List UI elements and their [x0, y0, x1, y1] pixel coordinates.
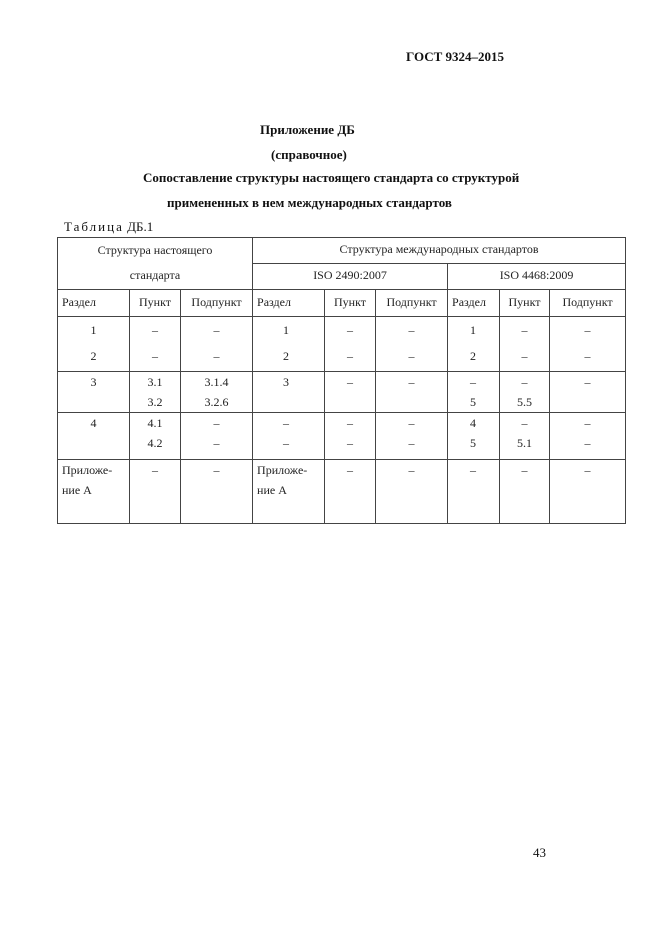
- cell-line: –: [408, 436, 415, 450]
- table-cell: [181, 317, 253, 372]
- table-cell: [448, 317, 500, 372]
- cell-line: 3.2: [147, 395, 163, 409]
- column-header: Пункт: [500, 290, 550, 317]
- header-iso-2490: ISO 2490:2007: [253, 264, 448, 290]
- column-header: Подпункт: [181, 290, 253, 317]
- cell-line: 3: [283, 375, 290, 389]
- cell-line: –: [347, 436, 354, 450]
- cell-line: 3: [90, 375, 97, 389]
- cell-line: –: [213, 463, 220, 477]
- cell-line: –: [152, 323, 158, 337]
- cell-line: ние А: [257, 483, 287, 497]
- cell-line: –: [584, 349, 591, 363]
- table-cell: [253, 460, 325, 524]
- table-cell: [325, 317, 376, 372]
- cell-line: 5.1: [517, 436, 533, 450]
- cell-line: –: [470, 463, 477, 477]
- cell-line: –: [347, 323, 354, 337]
- cell-line: 3.2.6: [204, 395, 229, 409]
- column-header: Пункт: [325, 290, 376, 317]
- table-cell: [448, 460, 500, 524]
- cell-line: –: [521, 463, 528, 477]
- cell-line: –: [408, 463, 415, 477]
- cell-line: –: [347, 463, 354, 477]
- cell-line: –: [470, 375, 477, 389]
- cell-line: [325, 480, 375, 500]
- table-cell: [500, 460, 550, 524]
- table-cell: [253, 317, 325, 372]
- cell-line: Приложе-: [62, 463, 113, 477]
- table-cell: [500, 413, 550, 460]
- table-cell: [181, 460, 253, 524]
- cell-line: 3.1: [147, 375, 163, 389]
- cell-line: [283, 392, 324, 412]
- cell-line: 4: [90, 416, 97, 430]
- appendix-title: Приложение ДБ: [260, 122, 355, 137]
- table-cell: [550, 413, 626, 460]
- cell-line: 2: [470, 349, 477, 363]
- cell-line: [550, 392, 625, 412]
- cell-line: [58, 392, 129, 412]
- table-cell: [550, 460, 626, 524]
- cell-line: –: [213, 349, 220, 363]
- table-cell: [376, 372, 448, 413]
- cell-line: –: [408, 416, 415, 430]
- column-header: Раздел: [58, 290, 130, 317]
- table-cell: [58, 317, 130, 372]
- cell-line: –: [521, 349, 528, 363]
- table-cell: [448, 413, 500, 460]
- appendix-heading-line1: Сопоставление структуры настоящего стандарта со структурой: [143, 170, 520, 185]
- cell-line: –: [408, 323, 415, 337]
- cell-line: 5: [470, 395, 477, 409]
- table-cell: [550, 372, 626, 413]
- cell-line: 1: [283, 323, 290, 337]
- cell-line: –: [408, 375, 415, 389]
- cell-line: –: [584, 375, 591, 389]
- column-header: Подпункт: [376, 290, 448, 317]
- cell-line: [325, 392, 375, 412]
- table-row: [58, 413, 626, 460]
- cell-line: –: [408, 349, 415, 363]
- table-cell: [130, 413, 181, 460]
- cell-line: 4: [470, 416, 477, 430]
- cell-line: –: [283, 436, 290, 450]
- cell-line: –: [213, 436, 220, 450]
- cell-line: –: [347, 416, 354, 430]
- table-cell: [58, 413, 130, 460]
- cell-line: 3.1.4: [204, 375, 229, 389]
- table-row: [58, 460, 626, 524]
- table-cell: [253, 413, 325, 460]
- cell-line: –: [521, 416, 528, 430]
- page-number: 43: [533, 845, 546, 860]
- header-own-structure-line2: стандарта: [129, 268, 181, 282]
- cell-line: –: [152, 349, 158, 363]
- table-cell: [500, 372, 550, 413]
- cell-line: Приложе-: [257, 463, 308, 477]
- cell-line: [376, 480, 447, 500]
- cell-line: –: [584, 416, 591, 430]
- cell-line: 4.2: [147, 436, 163, 450]
- cell-line: –: [521, 323, 528, 337]
- table-cell: [181, 413, 253, 460]
- table-cell: [500, 317, 550, 372]
- cell-line: ние А: [62, 483, 92, 497]
- table-caption: [64, 219, 153, 235]
- table-cell: [325, 372, 376, 413]
- cell-line: 1: [470, 323, 477, 337]
- column-header: Раздел: [448, 290, 500, 317]
- cell-line: [500, 480, 549, 500]
- table-cell: [376, 413, 448, 460]
- table-cell: [130, 317, 181, 372]
- table-cell: [376, 317, 448, 372]
- table-cell: [58, 372, 130, 413]
- cell-line: [470, 480, 499, 500]
- cell-line: –: [584, 323, 591, 337]
- table-caption-number: ДБ.1: [127, 219, 154, 234]
- cell-line: –: [213, 416, 220, 430]
- table-cell: [181, 372, 253, 413]
- cell-line: [58, 433, 129, 453]
- document-code: ГОСТ 9324–2015: [406, 49, 505, 64]
- table-row: [58, 317, 626, 372]
- table-cell: [448, 372, 500, 413]
- cell-line: –: [347, 349, 354, 363]
- table-caption-label: Таблица: [64, 219, 124, 234]
- cell-line: –: [213, 323, 220, 337]
- column-header: Пункт: [130, 290, 181, 317]
- column-header: Раздел: [253, 290, 325, 317]
- cell-line: –: [584, 463, 591, 477]
- cell-line: [181, 480, 252, 500]
- table-cell: [58, 460, 130, 524]
- header-iso-4468: ISO 4468:2009: [448, 264, 626, 290]
- table-cell: [130, 372, 181, 413]
- cell-line: [130, 480, 180, 500]
- table-row: [58, 372, 626, 413]
- column-header: Подпункт: [550, 290, 626, 317]
- header-own-structure-line1: Структура настоящего: [97, 243, 213, 257]
- cell-line: 4.1: [147, 416, 163, 430]
- cell-line: 1: [90, 323, 97, 337]
- cell-line: –: [347, 375, 354, 389]
- cell-line: –: [152, 463, 158, 477]
- appendix-status: (справочное): [271, 147, 347, 162]
- table-cell: [325, 413, 376, 460]
- table-cell: [130, 460, 181, 524]
- appendix-heading-line2: примененных в нем международных стандартов: [167, 195, 452, 210]
- header-own-structure: [58, 238, 253, 290]
- cell-line: –: [283, 416, 290, 430]
- cell-line: [376, 392, 447, 412]
- cell-line: –: [584, 436, 591, 450]
- table-cell: [325, 460, 376, 524]
- cell-line: 5: [470, 436, 477, 450]
- table-cell: [550, 317, 626, 372]
- structure-comparison-table: [57, 237, 626, 524]
- cell-line: [550, 480, 625, 500]
- cell-line: 2: [90, 349, 97, 363]
- table-cell: [376, 460, 448, 524]
- cell-line: 5.5: [517, 395, 533, 409]
- header-intl-structure: Структура международных стандартов: [253, 238, 626, 264]
- table-cell: [253, 372, 325, 413]
- cell-line: –: [521, 375, 528, 389]
- cell-line: 2: [283, 349, 290, 363]
